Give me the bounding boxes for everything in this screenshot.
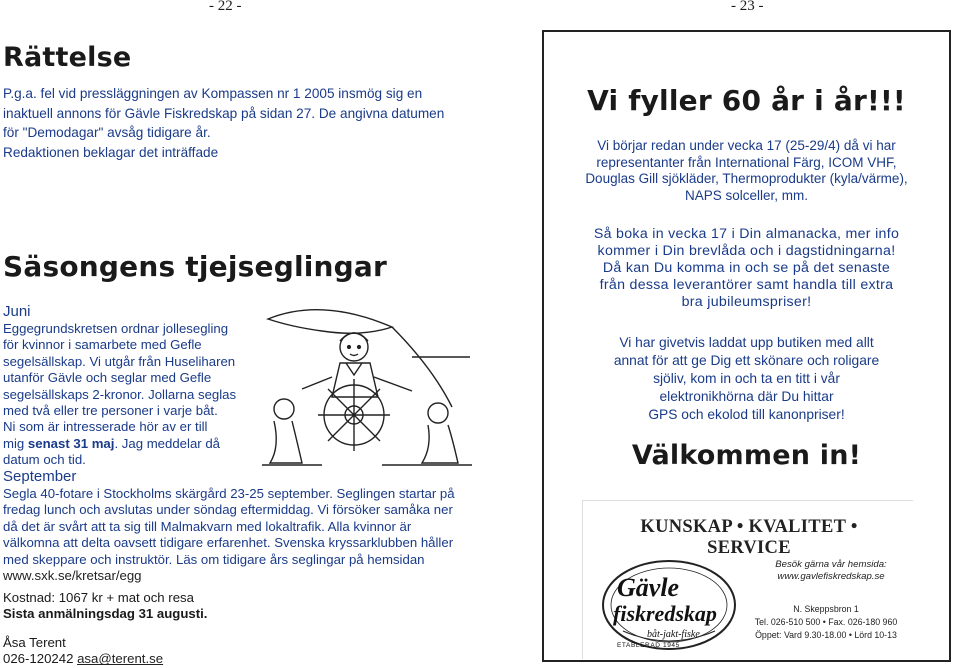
logo-tagline: båt-jakt-fiske	[647, 629, 700, 640]
contact	[3, 635, 163, 668]
june-line-deadline: mig senast 31 maj. Jag meddelar då	[3, 435, 221, 451]
para1-line: Vi börjar redan under vecka 17 (25-29/4) då vi har	[597, 138, 896, 153]
logo-word-bottom: fiskredskap	[613, 601, 717, 626]
june-line: segelsällskap. Vi utgår från Huseliharen	[3, 353, 236, 369]
welcome-text: Välkommen in!	[631, 440, 862, 471]
advert-para-1	[544, 138, 949, 204]
para1-line: representanter från International Färg, ICOM VHF,	[596, 154, 897, 170]
june-line: Ni som är intresserade hör av er till	[3, 419, 208, 435]
advert-para-3	[544, 334, 949, 424]
visit-text	[751, 559, 911, 583]
para3-line: elektronikhörna där Du hittar	[659, 389, 834, 404]
contact-name: Åsa Terent	[3, 635, 66, 650]
september-heading: September	[3, 468, 77, 485]
sept-line: då det är svårt att ta sig till Malmakvarn med lokaltrafik. Alla kvinnor är	[3, 518, 412, 534]
para2-line: från dessa leverantörer samt handla till extra	[599, 277, 894, 293]
para1-line: NAPS solceller, mm.	[684, 187, 809, 203]
page-number-right: - 23 -	[731, 0, 764, 14]
sept-line: med skeppare och instruktör. Läs om tidigare års seglingar på hemsidan	[3, 551, 425, 567]
sept-line: välkomna att delta oavsett tidigare erfarenhet. Svenska kryssarklubben håller	[3, 535, 454, 551]
para3-line: annat för att ge Dig ett skönare och roligare	[613, 353, 880, 368]
sept-line: fredag lunch och avslutas under söndag eftermiddag. Vi försöker samåka ner	[3, 502, 453, 518]
rattelse-line: Redaktionen beklagar det inträffade	[3, 144, 219, 160]
june-line: datum och tid.	[3, 452, 86, 468]
contact-line	[3, 651, 163, 667]
rattelse-line: inaktuell annons för Gävle Fiskredskap på sidan 27. De angivna datumen	[3, 105, 445, 121]
deadline-line: Sista anmälningsdag 31 augusti.	[3, 606, 208, 622]
page-number-left: - 22 -	[209, 0, 242, 14]
cost-text	[3, 590, 207, 623]
september-text	[3, 486, 463, 584]
slogan: KUNSKAP • KVALITET • SERVICE	[640, 517, 858, 558]
cost-line: Kostnad: 1067 kr + mat och resa	[3, 590, 194, 605]
advert-para-2	[544, 226, 949, 311]
june-text	[3, 321, 253, 469]
contact-email-link[interactable]: asa@terent.se	[77, 651, 164, 667]
store-contact	[741, 603, 911, 642]
june-line: Eggegrundskretsen ordnar jollesegling	[3, 321, 229, 336]
para2-line: Så boka in vecka 17 i Din almanacka, mer info	[593, 226, 900, 242]
sxk-link[interactable]: www.sxk.se/kretsar/egg	[3, 568, 142, 584]
website-link[interactable]: www.gavlefiskredskap.se	[777, 571, 885, 582]
rattelse-text	[3, 84, 463, 162]
rattelse-line: P.g.a. fel vid pressläggningen av Kompassen nr 1 2005 insmög sig en	[3, 86, 423, 101]
para2-line: Då kan Du komma in och se på det senaste	[602, 260, 891, 276]
advert-box	[542, 30, 951, 662]
logo-ring-text: ETABLERAD 1945	[617, 642, 680, 649]
sept-line: Segla 40-fotare i Stockholms skärgård 23-25 september. Seglingen startar på	[3, 486, 455, 501]
rattelse-title: Rättelse	[3, 42, 132, 73]
store-phone: Tel. 026-510 500 • Fax. 026-180 960	[754, 617, 898, 627]
store-address: N. Skeppsbron 1	[793, 604, 859, 614]
para1-line: Douglas Gill sjökläder, Thermoprodukter (kyla/värme),	[585, 171, 908, 187]
para3-line: sjöliv, kom in och ta en titt i vår	[653, 371, 840, 386]
logo-word-top: Gävle	[617, 573, 680, 602]
june-line: för kvinnor i samarbete med Gefle	[3, 337, 202, 353]
june-line: med två eller tre personer i varje båt.	[3, 403, 218, 419]
contact-phone: 026-120242	[3, 651, 78, 667]
advert-title: Vi fyller 60 år i år!!!	[587, 84, 906, 117]
rattelse-line: för "Demodagar" avsåg tidigare år.	[3, 125, 211, 140]
para2-line: kommer i Din brevlåda och i dagstidningarna!	[597, 243, 896, 259]
june-line: utanför Gävle och seglar med Gefle	[3, 370, 212, 386]
advert-sticker-panel	[582, 500, 913, 659]
sailing-girls-illustration	[262, 297, 472, 469]
june-heading: Juni	[3, 303, 31, 320]
para3-line: GPS och ekolod till kanonpriser!	[648, 407, 845, 422]
tjej-title: Säsongens tjejseglingar	[3, 250, 388, 283]
para3-line: Vi har givetvis laddat upp butiken med allt	[619, 335, 874, 350]
para2-line: bra jubileumspriser!	[681, 294, 812, 310]
june-line: segelsällskaps 2-kronor. Jollarna seglas	[3, 386, 237, 402]
store-hours: Öppet: Vard 9.30-18.00 • Lörd 10-13	[755, 630, 897, 640]
visit-line: Besök gärna vår hemsida:	[775, 559, 887, 570]
